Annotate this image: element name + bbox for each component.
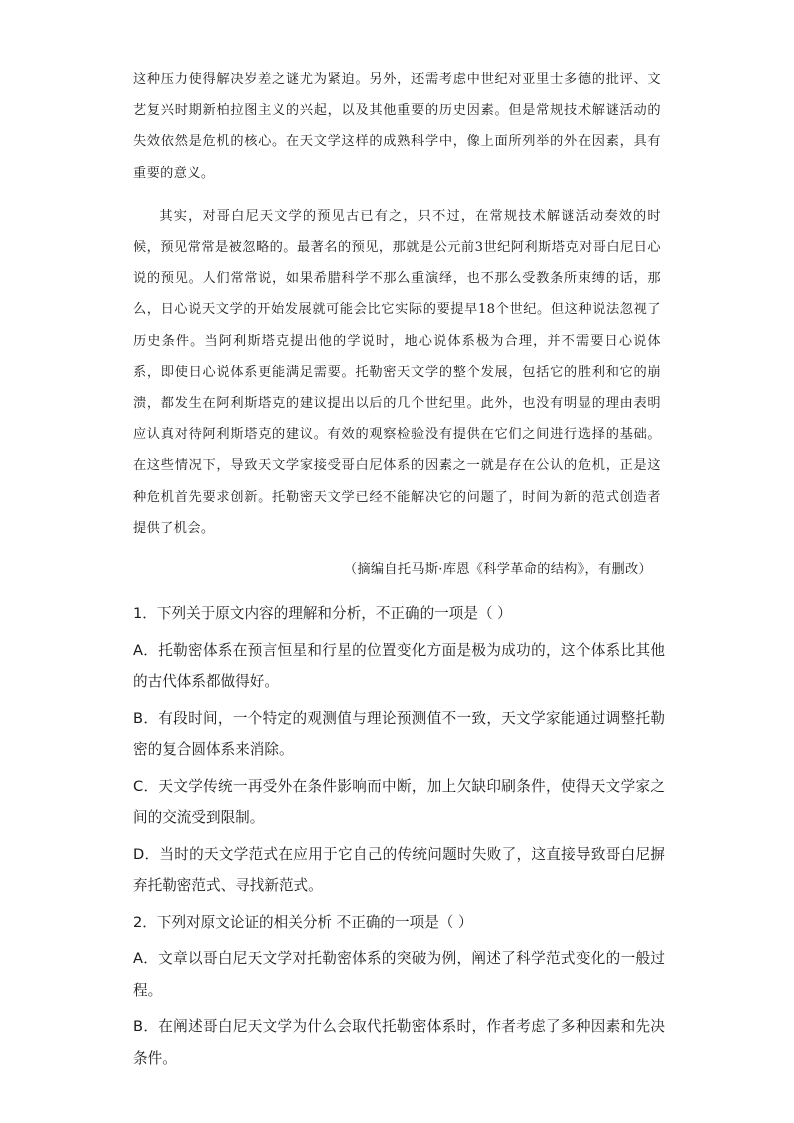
question-section (133, 598, 665, 1079)
question-2-option-a: A．文章以哥白尼天文学对托勒密体系的突破为例，阐述了科学范式变化的一般过程。 (133, 950, 665, 999)
reading-passage (133, 64, 661, 544)
passage-paragraph-1: 这种压力使得解决岁差之谜尤为紧迫。另外，还需考虑中世纪对亚里士多德的批评、文艺复兴时期新柏拉图主义的兴起，以及其他重要的历史因素。但是常规技术解谜活动的失效依然是危机的核心。在天文学这样的成熟科学中，像上面所列举的外在因素，具有重要的意义。 (133, 72, 661, 181)
question-2-option-b: B．在阐述哥白尼天文学为什么会取代托勒密体系时，作者考虑了多种因素和先决条件。 (133, 1018, 665, 1067)
question-2-stem: 2．下列对原文论证的相关分析 不正确的一项是（ ） (133, 913, 473, 931)
passage-paragraph-2: 其实，对哥白尼天文学的预见古已有之，只不过，在常规技术解谜活动奏效的时候，预见常常是被忽略的。最著名的预见，那就是公元前3世纪阿利斯塔克对哥白尼日心说的预见。人们常常说，如果希腊科学不那么重演绎，也不那么受教条所束缚的话，那么，日心说天文学的开始发展就可能会比它实际的要提早18个世纪。但这种说法忽视了历史条件。当阿利斯塔克提出他的学说时，地心说体系极为合理，并不需要日心说体系，即使日心说体系更能满足需要。托勒密天文学的整个发展，包括它的胜利和它的崩溃，都发生在阿利斯塔克的建议提出以后的几个世纪里。此外，也没有明显的理由表明应认真对待阿利斯塔克的建议。有效的观察检验没有提供在它们之间进行选择的基础。在这些情况下，导致天文学家接受哥白尼体系的因素之一就是存在公认的危机，正是这种危机首先要求创新。托勒密天文学已经不能解决它的问题了，时间为新的范式创造者提供了机会。 (133, 208, 661, 536)
question-1-option-a: A．托勒密体系在预言恒星和行星的位置变化方面是极为成功的，这个体系比其他的古代体系都做得好。 (133, 641, 665, 690)
question-1-option-d: D．当时的天文学范式在应用于它自己的传统问题时失败了，这直接导致哥白尼摒弃托勒密范式、寻找新范式。 (133, 845, 665, 894)
question-1-stem: 1．下列关于原文内容的理解和分析，不正确的一项是（ ） (133, 605, 512, 622)
passage-source-citation: （摘编自托马斯·库恩《科学革命的结构》，有删改） (343, 562, 652, 577)
question-1-option-c: C．天文学传统一再受外在条件影响而中断，加上欠缺印刷条件，使得天文学家之间的交流受到限制。 (133, 777, 665, 826)
question-1-option-b: B．有段时间，一个特定的观测值与理论预测值不一致，天文学家能通过调整托勒密的复合圆体系来消除。 (133, 709, 665, 758)
